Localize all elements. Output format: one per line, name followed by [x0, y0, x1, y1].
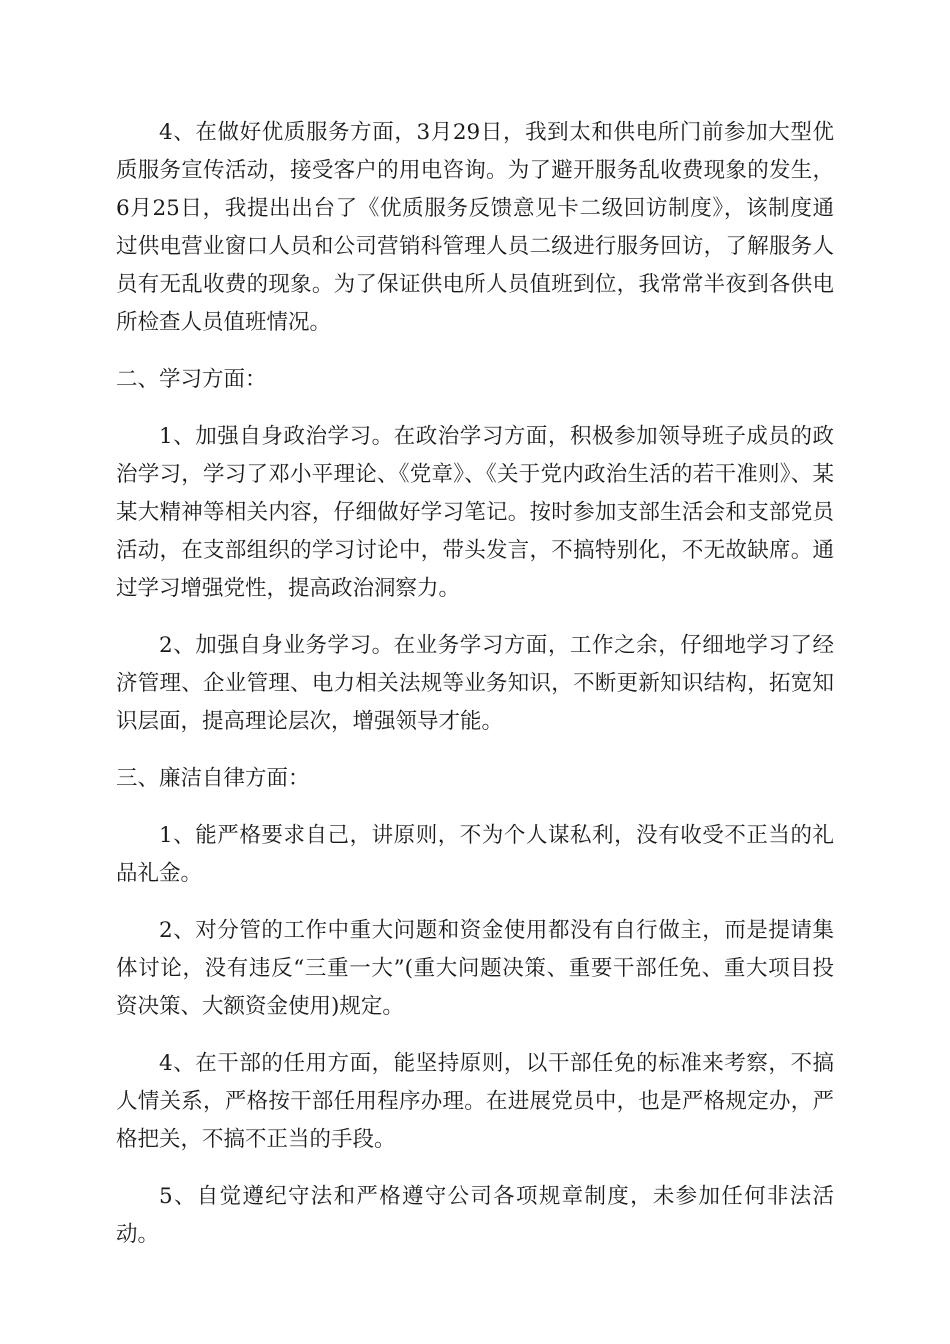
paragraph-integrity-item-5: 5、自觉遵纪守法和严格遵守公司各项规章制度，未参加任何非法活动。: [116, 1184, 834, 1247]
section-heading-integrity: 三、廉洁自律方面：: [116, 766, 310, 791]
paragraph-integrity-item-4: 4、在干部的任用方面，能坚持原则，以干部任免的标准来考察，不搞人情关系，严格按干部任用程序办理。在进展党员中，也是严格规定办，严格把关，不搞不正当的手段。: [116, 1051, 834, 1152]
document-body: [116, 114, 834, 1273]
section-heading-study: 二、学习方面：: [116, 367, 267, 392]
paragraph-study-item-1: 1、加强自身政治学习。在政治学习方面，积极参加领导班子成员的政治学习，学习了邓小平理论、《党章》、《关于党内政治生活的若干准则》、某某大精神等相关内容，仔细做好学习笔记。按时参加支部生活会和支部党员活动，在支部组织的学习讨论中，带头发言，不搞特别化，不无故缺席。通过学习增强党性，提高政治洞察力。: [116, 424, 834, 601]
paragraph-integrity-item-1: 1、能严格要求自己，讲原则，不为个人谋私利，没有收受不正当的礼品礼金。: [116, 823, 834, 886]
paragraph-study-item-2: 2、加强自身业务学习。在业务学习方面，工作之余，仔细地学习了经济管理、企业管理、电力相关法规等业务知识，不断更新知识结构，拓宽知识层面，提高理论层次，增强领导才能。: [116, 633, 834, 734]
paragraph-integrity-item-2: 2、对分管的工作中重大问题和资金使用都没有自行做主，而是提请集体讨论，没有违反“三重一大”(重大问题决策、重要干部任免、重大项目投资决策、大额资金使用)规定。: [116, 918, 834, 1019]
paragraph-service-item-4: 4、在做好优质服务方面，3月29日，我到太和供电所门前参加大型优质服务宣传活动，接受客户的用电咨询。为了避开服务乱收费现象的发生，6月25日，我提出出台了《优质服务反馈意见卡二级回访制度》，该制度通过供电营业窗口人员和公司营销科管理人员二级进行服务回访，了解服务人员有无乱收费的现象。为了保证供电所人员值班到位，我常常半夜到各供电所检查人员值班情况。: [116, 120, 834, 335]
